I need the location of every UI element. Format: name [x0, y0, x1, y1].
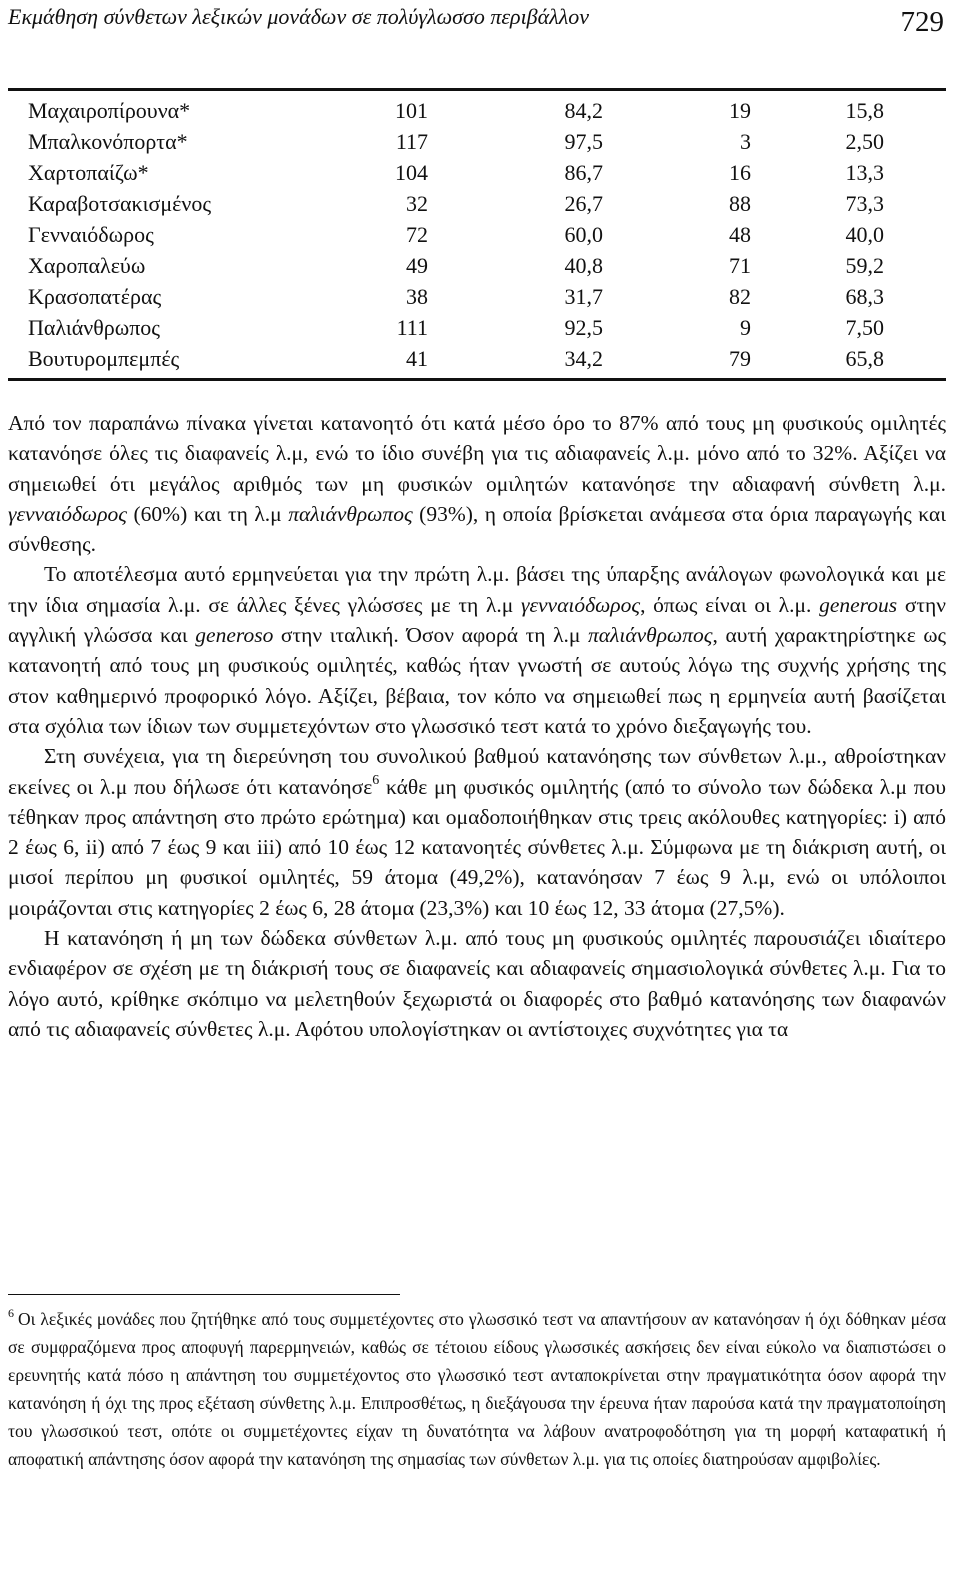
paragraph-2 [8, 559, 946, 741]
italic-term: generoso [195, 623, 274, 648]
table-cell-p2: 15,8 [845, 98, 884, 123]
table-cell-n2: 79 [729, 346, 751, 371]
table-cell-n2: 9 [740, 315, 751, 340]
table-cell-word: Μπαλκονόπορτα* [28, 129, 188, 154]
text-run: στην αγγλική γλώσσα και [8, 592, 947, 648]
comprehension-table [8, 88, 946, 381]
table-cell-n1: 32 [406, 191, 428, 216]
table-row [8, 90, 946, 127]
table-cell-p2: 40,0 [845, 222, 884, 247]
table-cell-p2: 7,50 [845, 315, 884, 340]
table-cell-word: Γενναιόδωρος [28, 222, 154, 247]
italic-term: γενναιόδωρος [521, 592, 641, 617]
text-run: , αυτή χαρακτηρίστηκε ως κατανοητή από τους μη φυσικούς ομιλητές, καθώς ήταν γνωστή σε αυτούς λόγω της συχνής χρήσης της στον καθημερινό προφορικό λόγο. Αξίζει, βέβαια, τον κόπο να σημειωθεί πως η ερμηνεία αυτή βασίζεται στα σχόλια των ίδιων των συμμετεχόντων στο γλωσσικό τεστ κατά το χρόνο διεξαγωγής του. [8, 623, 946, 738]
text-run: Στη συνέχεια, για τη διερεύνηση του συνολικού βαθμού κατανόησης των σύνθετων λ.μ., αθροίστηκαν εκείνες οι λ.μ που δήλωσε ότι κατανόησε [8, 744, 946, 799]
table-cell-word: Κρασοπατέρας [28, 284, 162, 309]
footnote-mark: 6 [8, 1306, 14, 1320]
paragraph-4: Η κατανόηση ή μη των δώδεκα σύνθετων λ.μ. από τους μη φυσικούς ομιλητές παρουσιάζει ιδιαίτερο ενδιαφέρον σε σχέση με τη διάκρισή τους σε διαφανείς και αδιαφανείς σημασιολογικά σύνθετες λ.μ. Για το λόγο αυτό, κρίθηκε σκόπιμο να μελετηθούν ξεχωριστά οι διαφορές στο βαθμό κατανόησης των διαφανών από τις αδιαφανείς σύνθετες λ.μ. Αφότου υπολογίστηκαν οι αντίστοιχες συχνότητες για τα [8, 926, 946, 1041]
table-cell-p1: 92,5 [564, 315, 603, 340]
italic-term: παλιάνθρωπος [288, 501, 413, 526]
table-cell-p2: 65,8 [845, 346, 884, 371]
table-cell-p2: 73,3 [845, 191, 884, 216]
footnote-6 [8, 1306, 946, 1473]
table-cell-p1: 34,2 [564, 346, 603, 371]
table-cell-word: Παλιάνθρωπος [28, 315, 161, 340]
running-title: Εκμάθηση σύνθετων λεξικών μονάδων σε πολύγλωσσο περιβάλλον [8, 4, 590, 29]
footnote-reference[interactable]: 6 [372, 772, 380, 788]
table-cell-n1: 38 [406, 284, 428, 309]
footnote-text: Οι λεξικές μονάδες που ζητήθηκε από τους συμμετέχοντες στο γλωσσικό τεστ να απαντήσουν αν κατανόησαν ή όχι δόθηκαν μέσα σε συμφραζόμενα προς αποφυγή παρερμηνειών, καθώς σε τέτοιου είδους γλωσσικές ασκήσεις δεν είναι εύκολο να διαπιστώσει ο ερευνητής κατά πόσο η απάντηση του συμμετέχοντος στο γλωσσικό τεστ ανταποκρίνεται στην πραγματικότητα όσον αφορά την κατανόηση ή όχι της προς εξέταση σύνθετης λ.μ. Επιπροσθέτως, η διεξάγουσα την έρευνα ήταν παρούσα κατά την πραγματοποίηση του γλωσσικού τεστ, οπότε οι συμμετέχοντες είχαν τη δυνατότητα να λάβουν ανατροφοδότηση για τη μορφή καταφατική ή αποφατική απάντησης όσον αφορά την κατανόηση της σημασίας των σύνθετων λ.μ. για τις οποίες διατηρούσαν αμφιβολίες. [8, 1309, 946, 1469]
table-cell-p2: 13,3 [845, 160, 884, 185]
table-cell-p1: 40,8 [564, 253, 603, 278]
paragraph-1 [8, 408, 946, 559]
table-cell-n1: 104 [395, 160, 428, 185]
table-cell-n1: 41 [406, 346, 428, 371]
text-run: Από τον παραπάνω πίνακα γίνεται κατανοητό ότι κατά μέσο όρο το 87% από τους μη φυσικούς ομιλητές κατανόησε όλες τις διαφανείς λ.μ, ενώ το ίδιο συνέβη για τις αδιαφανείς λ.μ. μόνο από το 32%. Αξίζει να σημειωθεί ότι μεγάλος αριθμός των μη φυσικών ομιλητών κατανόησε την αδιαφανή σύνθετη λ.μ. [8, 411, 946, 496]
table-cell-n2: 19 [729, 98, 751, 123]
table-cell-p1: 86,7 [564, 160, 603, 185]
table-cell-n1: 117 [395, 129, 428, 154]
table-cell-p1: 97,5 [564, 129, 603, 154]
page-number: 729 [900, 6, 944, 38]
running-header [8, 4, 948, 44]
italic-term: γενναιόδωρος [8, 501, 128, 526]
table-row [8, 250, 946, 281]
table-cell-word: Μαχαιροπίρουνα* [28, 98, 191, 123]
table-row [8, 343, 946, 380]
text-run: κάθε μη φυσικός ομιλητής (από το σύνολο των δώδεκα λ.μ που τέθηκαν προς απάντηση στο πρώτο ερώτημα) και ομαδοποιήθηκαν στις τρεις ακόλουθες κατηγορίες: i) από 2 έως 6, ii) από 7 έως 9 και iii) από 10 έως 12 κατανοητές σύνθετες λ.μ. Σύμφωνα με τη διάκριση αυτή, οι μισοί περίπου μη φυσικοί ομιλητές, 59 άτομα (49,2%), κατανόησαν 7 έως 9 λ.μ, ενώ οι υπόλοιποι μοιράζονται στις κατηγορίες 2 έως 6, 28 άτομα (23,3%) και 10 έως 12, 33 άτομα (27,5%). [8, 774, 946, 920]
table-cell-n2: 48 [729, 222, 751, 247]
table-cell-word: Καραβοτσακισμένος [28, 191, 212, 216]
table-body [8, 90, 946, 380]
table-cell-p1: 31,7 [564, 284, 603, 309]
table-cell-p1: 60,0 [564, 222, 603, 247]
table-cell-word: Χαροπαλεύω [28, 253, 146, 278]
footnote [8, 1306, 946, 1473]
text-run: (93%), η οποία βρίσκεται ανάμεσα στα όρια παραγωγής και σύνθεσης. [8, 501, 946, 557]
table-cell-word: Χαρτοπαίζω* [28, 160, 149, 185]
table-row [8, 188, 946, 219]
table-cell-p2: 2,50 [845, 129, 884, 154]
paragraph-3 [8, 741, 946, 923]
table-cell-n1: 49 [406, 253, 428, 278]
table-cell-p2: 68,3 [845, 284, 884, 309]
table-cell-n2: 82 [729, 284, 751, 309]
table-row [8, 126, 946, 157]
table-cell-p2: 59,2 [845, 253, 884, 278]
table-cell-n1: 72 [406, 222, 428, 247]
footnote-separator [8, 1294, 400, 1295]
text-run: στην ιταλική. Όσον αφορά τη λ.μ [273, 623, 588, 648]
table-cell-n2: 3 [740, 129, 751, 154]
italic-term: generous [819, 592, 898, 617]
text-run: Το αποτέλεσμα αυτό ερμηνεύεται για την πρώτη λ.μ. βάσει της ύπαρξης ανάλογων φωνολογικά και με την ίδια σημασία λ.μ. σε άλλες ξένες γλώσσες με τη λ.μ [8, 562, 946, 617]
table-row [8, 312, 946, 343]
table-cell-n2: 71 [729, 253, 751, 278]
table-cell-n1: 111 [396, 315, 428, 340]
table-row [8, 157, 946, 188]
text-run: (60%) και τη λ.μ [127, 501, 289, 526]
table-cell-n1: 101 [395, 98, 428, 123]
italic-term: παλιάνθρωπος [588, 623, 713, 648]
body-text [8, 408, 946, 1044]
table-row [8, 219, 946, 250]
text-run: , όπως είναι οι λ.μ. [640, 592, 820, 617]
table-cell-p1: 26,7 [564, 191, 603, 216]
table-cell-n2: 88 [729, 191, 751, 216]
table-row [8, 281, 946, 312]
table-cell-word: Βουτυρομπεμπές [28, 346, 180, 371]
table-cell-n2: 16 [729, 160, 751, 185]
table-cell-p1: 84,2 [564, 98, 603, 123]
